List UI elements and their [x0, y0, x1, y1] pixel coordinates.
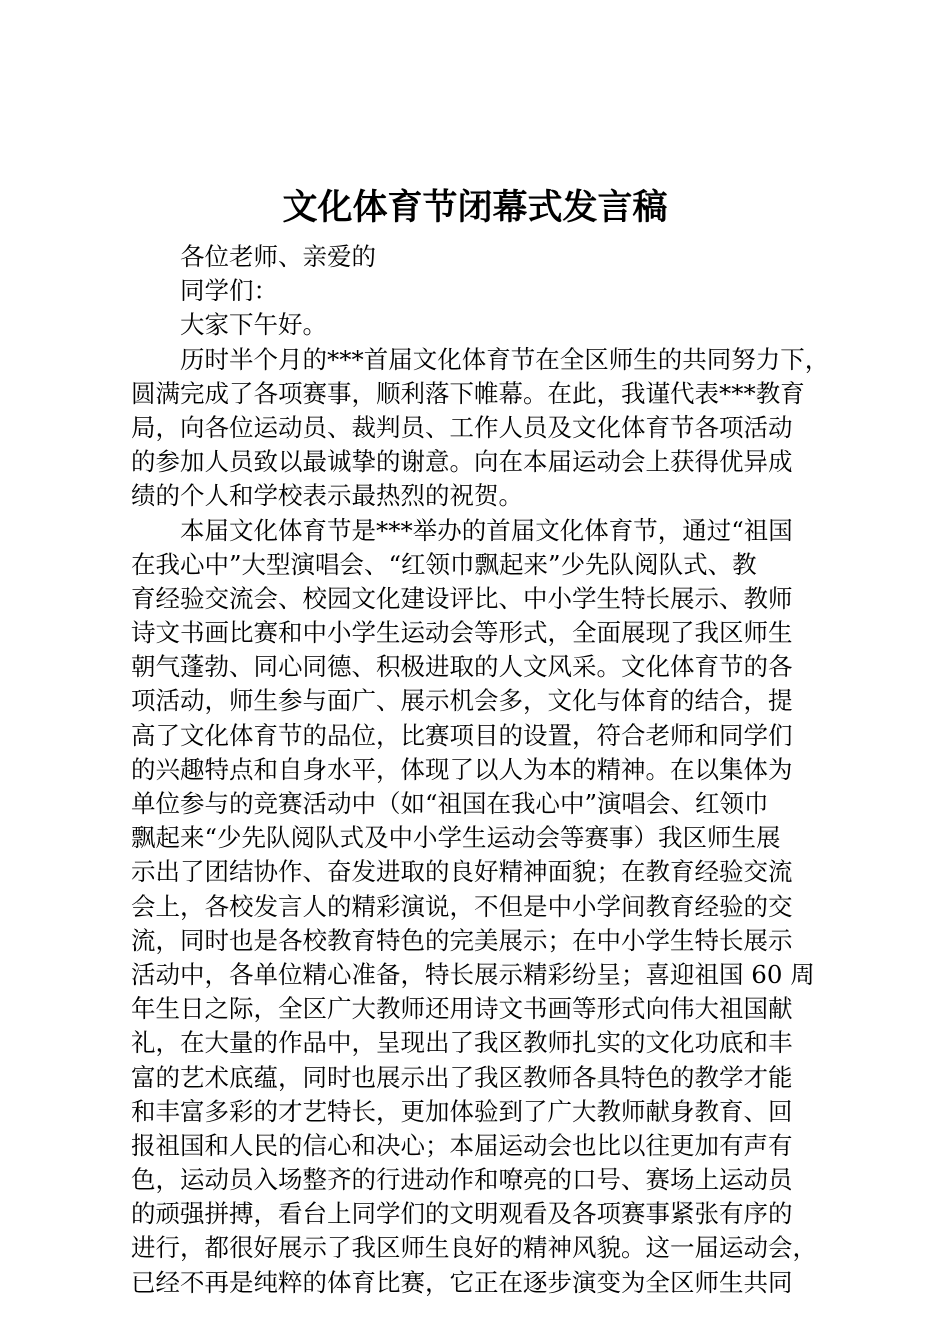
paragraph-line: 大家下午好。 — [180, 310, 327, 340]
paragraph-line: 和丰富多彩的才艺特长，更加体验到了广大教师献身教育、回 — [131, 1096, 793, 1126]
paragraph-line: 高了文化体育节的品位，比赛项目的设置，符合老师和同学们 — [131, 720, 793, 750]
document-body — [131, 210, 831, 1300]
document-title: 文化体育节闭幕式发言稿 — [282, 188, 668, 228]
paragraph-line: 飘起来“少先队阅队式及中小学生运动会等赛事）我区师生展 — [131, 823, 781, 853]
paragraph-line: 项活动，师生参与面广、展示机会多，文化与体育的结合，提 — [131, 686, 793, 716]
paragraph-line: 活动中，各单位精心准备，特长展示精彩纷呈；喜迎祖国 60 周 — [131, 959, 815, 989]
paragraph-line: 会上，各校发言人的精彩演说，不但是中小学间教育经验的交 — [131, 891, 793, 921]
paragraph-line: 报祖国和人民的信心和决心；本届运动会也比以往更加有声有 — [131, 1130, 793, 1160]
paragraph-line: 示出了团结协作、奋发进取的良好精神面貌；在教育经验交流 — [131, 857, 793, 887]
paragraph-line: 绩的个人和学校表示最热烈的祝贺。 — [131, 481, 523, 511]
paragraph-line: 流，同时也是各校教育特色的完美展示；在中小学生特长展示 — [131, 925, 793, 955]
paragraph-line: 进行，都很好展示了我区师生良好的精神风貌。这一届运动会， — [131, 1233, 817, 1263]
paragraph-line: 富的艺术底蕴，同时也展示出了我区教师各具特色的教学才能 — [131, 1062, 793, 1092]
paragraph-line: 局，向各位运动员、裁判员、工作人员及文化体育节各项活动 — [131, 412, 793, 442]
paragraph-line: 诗文书画比赛和中小学生运动会等形式，全面展现了我区师生 — [131, 618, 793, 648]
paragraph-line: 同学们： — [180, 276, 278, 306]
paragraph-line: 朝气蓬勃、同心同德、积极进取的人文风采。文化体育节的各 — [131, 652, 793, 682]
paragraph-line: 单位参与的竞赛活动中（如“祖国在我心中”演唱会、红领巾 — [131, 789, 769, 818]
paragraph-line: 的顽强拼搏，看台上同学们的文明观看及各项赛事紧张有序的 — [131, 1199, 793, 1229]
paragraph-line: 本届文化体育节是***举办的首届文化体育节，通过“祖国 — [180, 515, 793, 545]
paragraph-line: 历时半个月的***首届文化体育节在全区师生的共同努力下， — [180, 344, 830, 374]
paragraph-line: 色，运动员入场整齐的行进动作和嘹亮的口号、赛场上运动员 — [131, 1165, 793, 1195]
paragraph-line: 在我心中”大型演唱会、“红领巾飘起来”少先队阅队式、教 — [131, 549, 757, 579]
paragraph-line: 圆满完成了各项赛事，顺利落下帷幕。在此，我谨代表***教育 — [131, 378, 805, 408]
paragraph-line: 已经不再是纯粹的体育比赛，它正在逐步演变为全区师生共同 — [131, 1267, 793, 1297]
paragraph-line: 的兴趣特点和自身水平，体现了以人为本的精神。在以集体为 — [131, 754, 793, 784]
paragraph-line: 各位老师、亲爱的 — [180, 242, 376, 271]
paragraph-line: 育经验交流会、校园文化建设评比、中小学生特长展示、教师 — [131, 583, 793, 613]
paragraph-line: 年生日之际，全区广大教师还用诗文书画等形式向伟大祖国献 — [131, 994, 793, 1024]
paragraph-line: 礼，在大量的作品中，呈现出了我区教师扎实的文化功底和丰 — [131, 1028, 793, 1058]
paragraph-line: 的参加人员致以最诚挚的谢意。向在本届运动会上获得优异成 — [131, 447, 793, 477]
